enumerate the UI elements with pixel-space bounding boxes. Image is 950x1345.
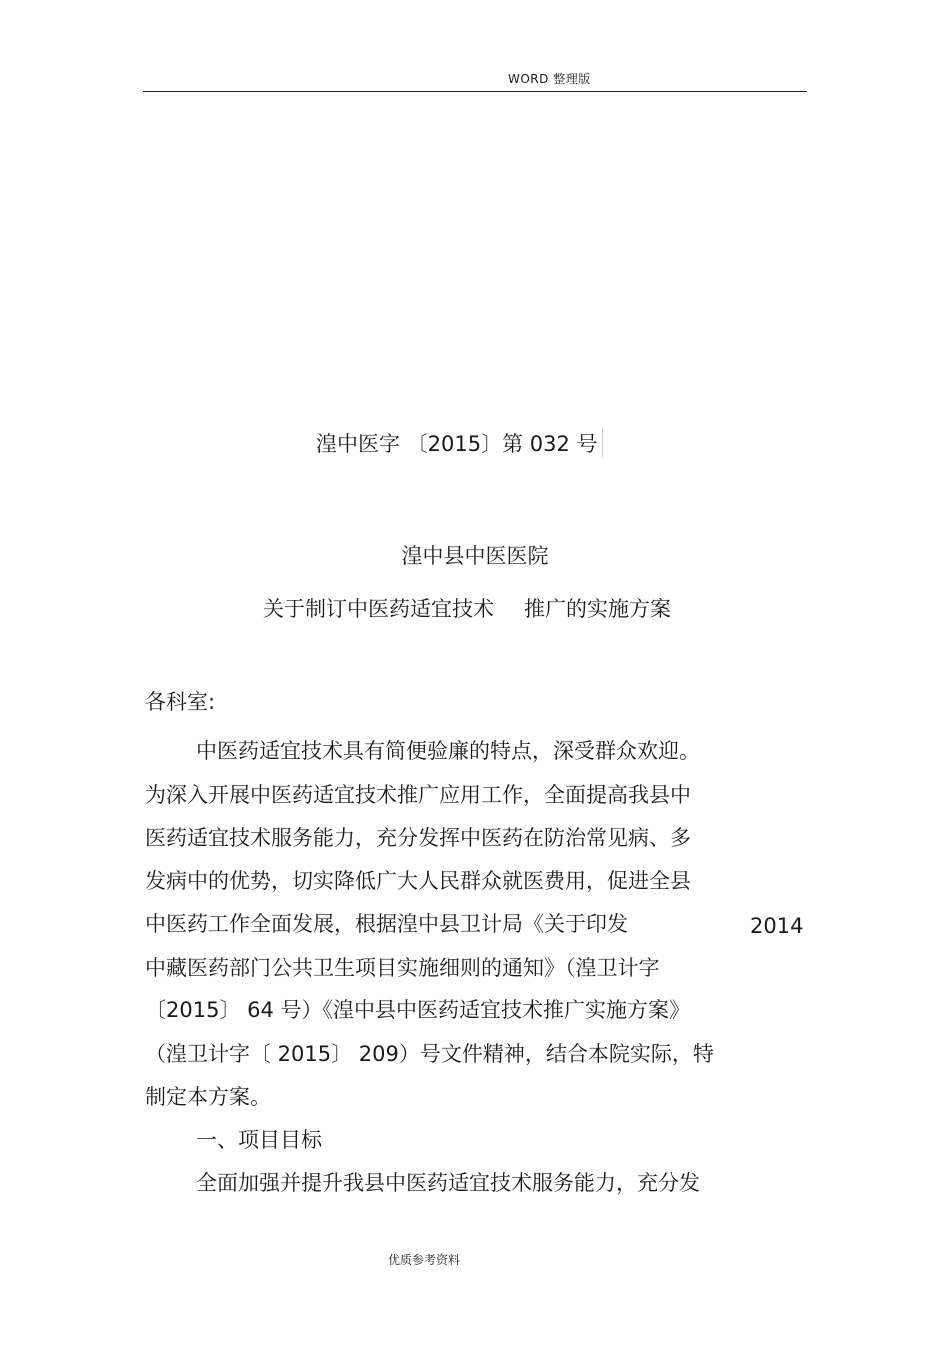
body-line: （湟卫计字〔 2015〕 209）号文件精神，结合本院实际，特 [145,1042,714,1066]
page-footer-label: 优质参考资料 [388,1253,461,1267]
body-line: 中医药工作全面发展，根据湟中县卫计局《关于印发 [145,912,628,936]
body-line: 制定本方案。 [145,1085,271,1109]
body-line: 〔2015〕 64 号）《湟中县中医药适宜技术推广实施方案》 [145,998,691,1022]
page-header-label: WORD 整理版 [508,72,591,86]
body-line-tail: 2014 [750,914,804,938]
body-line: 为深入开展中医药适宜技术推广应用工作，全面提高我县中 [145,783,691,807]
body-line: 中藏医药部门公共卫生项目实施细则的通知》（湟卫计字 [145,956,660,980]
body-line: 发病中的优势，切实降低广大人民群众就医费用，促进全县 [145,869,691,893]
section-body-line: 全面加强并提升我县中医药适宜技术服务能力，充分发 [196,1171,700,1195]
document-title [0,593,942,623]
header-rule [143,91,807,92]
document-number: 湟中医字 〔2015〕第 032 号 [316,428,603,458]
issuing-organization: 湟中县中医医院 [401,544,549,568]
document-title-part1: 关于制订中医药适宜技术 [263,597,494,621]
document-title-part2: 推广的实施方案 [524,597,671,621]
salutation: 各科室: [145,690,216,714]
section-heading: 一、项目目标 [196,1128,322,1152]
body-line: 医药适宜技术服务能力，充分发挥中医药在防治常见病、多 [145,826,691,850]
body-line: 中医药适宜技术具有简便验廉的特点，深受群众欢迎。 [196,739,700,763]
